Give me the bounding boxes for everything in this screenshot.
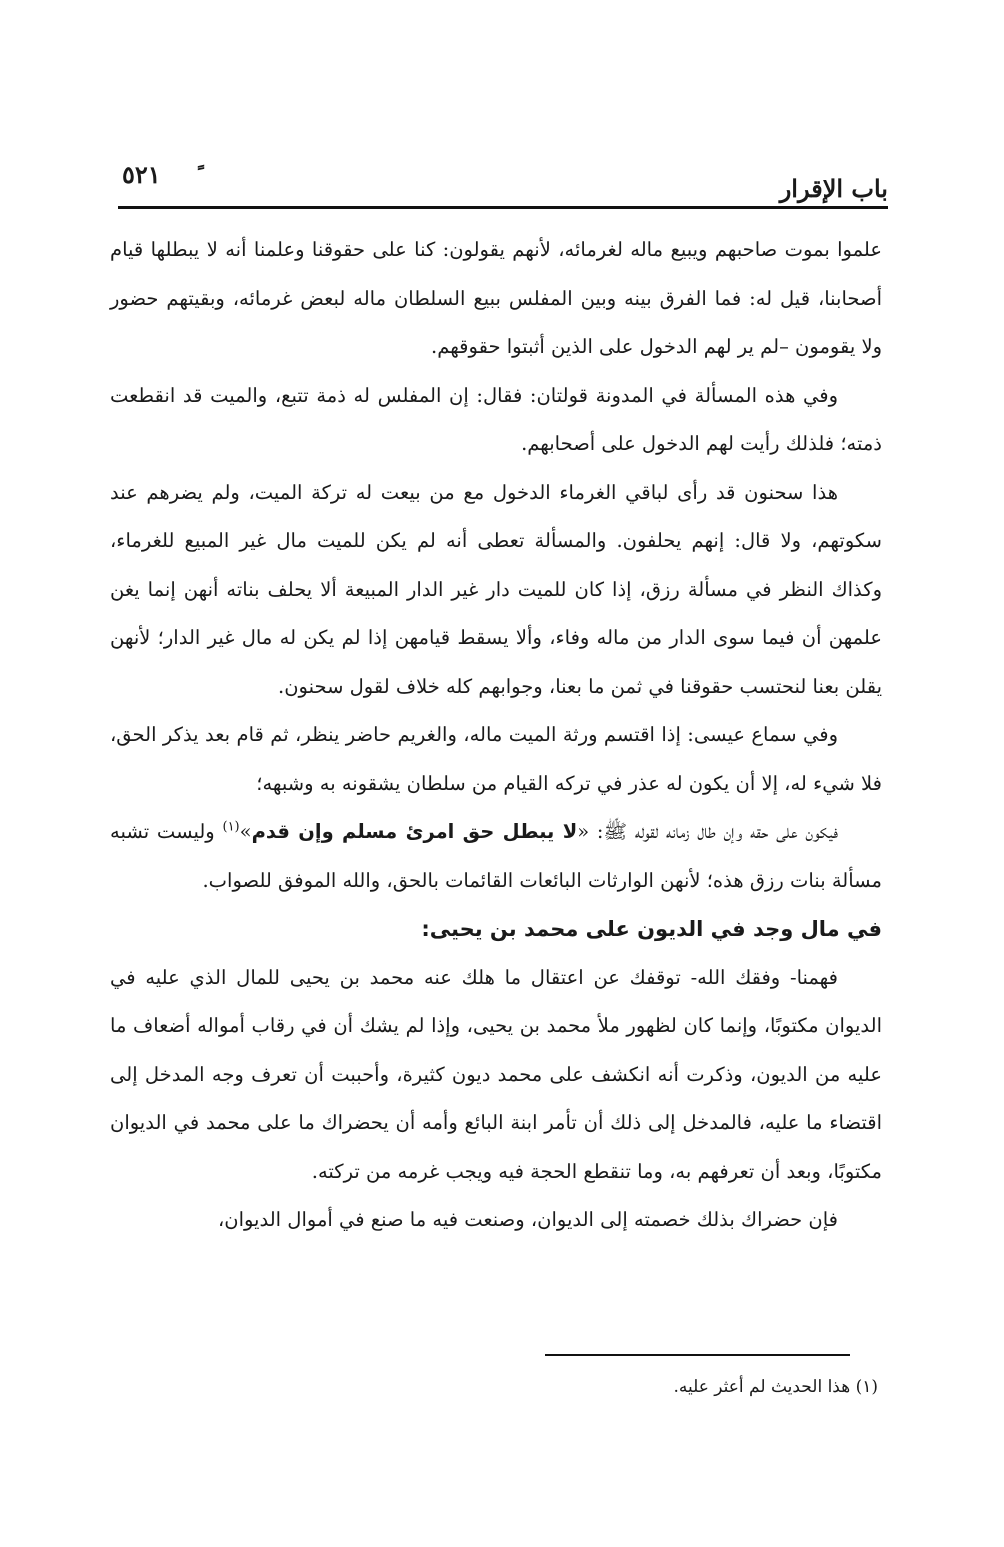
paragraph-2: وفي هذه المسألة في المدونة قولتان: فقال: إن المفلس له ذمة تتبع، والميت قد انقطعت ذمته؛ فلذلك رأيت لهم الدخول على أصحابهم. xyxy=(110,383,882,455)
quote-close: » xyxy=(239,820,252,843)
footnote-ref-1[interactable]: (١) xyxy=(222,819,240,835)
running-head xyxy=(118,160,888,210)
paragraph-6: فهمنا- وفقك الله- توقفك عن اعتقال ما هلك عنه محمد بن يحيى للمال الذي عليه في الديوان مكتوبًا، وإنما كان لظهور ملأ محمد بن يحيى، وإذا لم يشك أن في رقاب أمواله أضعاف ما عليه من الديون، وذكرت أنه انكشف على محمد ديون كثيرة، وأحببت أن تعرف وجه المدخل إلى اقتضاء ما عليه، فالمدخل إلى ذلك أن تأمر ابنة البائع وأمه أن يحضراك ما على محمد في الديوان مكتوبًا، وبعد أن تعرفهم به، وما تنقطع الحجة فيه ويجب غرمه من تركته. xyxy=(110,965,882,1183)
footnote-1: (١) هذا الحديث لم أعثر عليه. xyxy=(673,1377,878,1397)
paragraph-7: فإن حضراك بذلك خصمته إلى الديوان، وصنعت فيه ما صنع في أموال الديوان، xyxy=(217,1208,838,1231)
body-text xyxy=(110,226,882,1245)
hadith-quote: لا يبطل حق امرئ مسلم وإن قدم xyxy=(251,820,578,843)
paragraph-3: هذا سحنون قد رأى لباقي الغرماء الدخول مع من بيعت له تركة الميت، ولم يضرهم عند سكوتهم، ولا قال: إنهم يحلفون. والمسألة تعطى أنه لم يكن للميت مال غير المبيع للغرماء، وكذاك النظر في مسألة رزق، إذا كان للميت دار غير الدار المبيعة ألا يحلف بناته أنهن إنما يغن علمهن أن فيما سوى الدار من ماله وفاء، وألا يسقط قيامهن إذا لم يكن له مال غير الدار؛ لأنهن يقلن بعنا لنحتسب حقوقنا في ثمن ما بعنا، وجوابهم كله خلاف لقول سحنون. xyxy=(110,480,882,698)
chapter-title: باب الإقرار xyxy=(779,174,888,203)
paragraph-5 xyxy=(110,808,882,905)
footnotes xyxy=(500,1372,878,1402)
footnote-rule xyxy=(545,1354,850,1356)
paragraph-5-start: فيكون على حقه وإن طال زمانه لقوله ﷺ: « xyxy=(577,820,838,843)
page-number: ٥٢١ xyxy=(122,160,161,189)
paragraph-5-end: وليست تشبه مسألة بنات رزق هذه؛ لأنهن الوارثات البائعات القائمات بالحق، والله الموفق للصواب. xyxy=(110,820,882,892)
paragraph-4: وفي سماع عيسى: إذا اقتسم ورثة الميت ماله، والغريم حاضر ينظر، ثم قام بعد يذكر الحق، فلا شيء له، إلا أن يكون له عذر في تركه القيام من سلطان يشقونه به وشبهه؛ xyxy=(110,723,882,795)
paragraph-1: علموا بموت صاحبهم ويبيع ماله لغرمائه، لأنهم يقولون: كنا على حقوقنا وعلمنا أنه لا يبطلها قيام أصحابنا، قيل له: فما الفرق بينه وبين المفلس ببيع السلطان ماله لبعض غرمائه، وبقيتهم حضور ولا يقومون –لم ير لهم الدخول على الذين أثبتوا حقوقهم. xyxy=(110,238,882,358)
header-rule xyxy=(118,206,888,209)
section-heading: في مال وجد في الديون على محمد بن يحيى: xyxy=(421,917,882,941)
